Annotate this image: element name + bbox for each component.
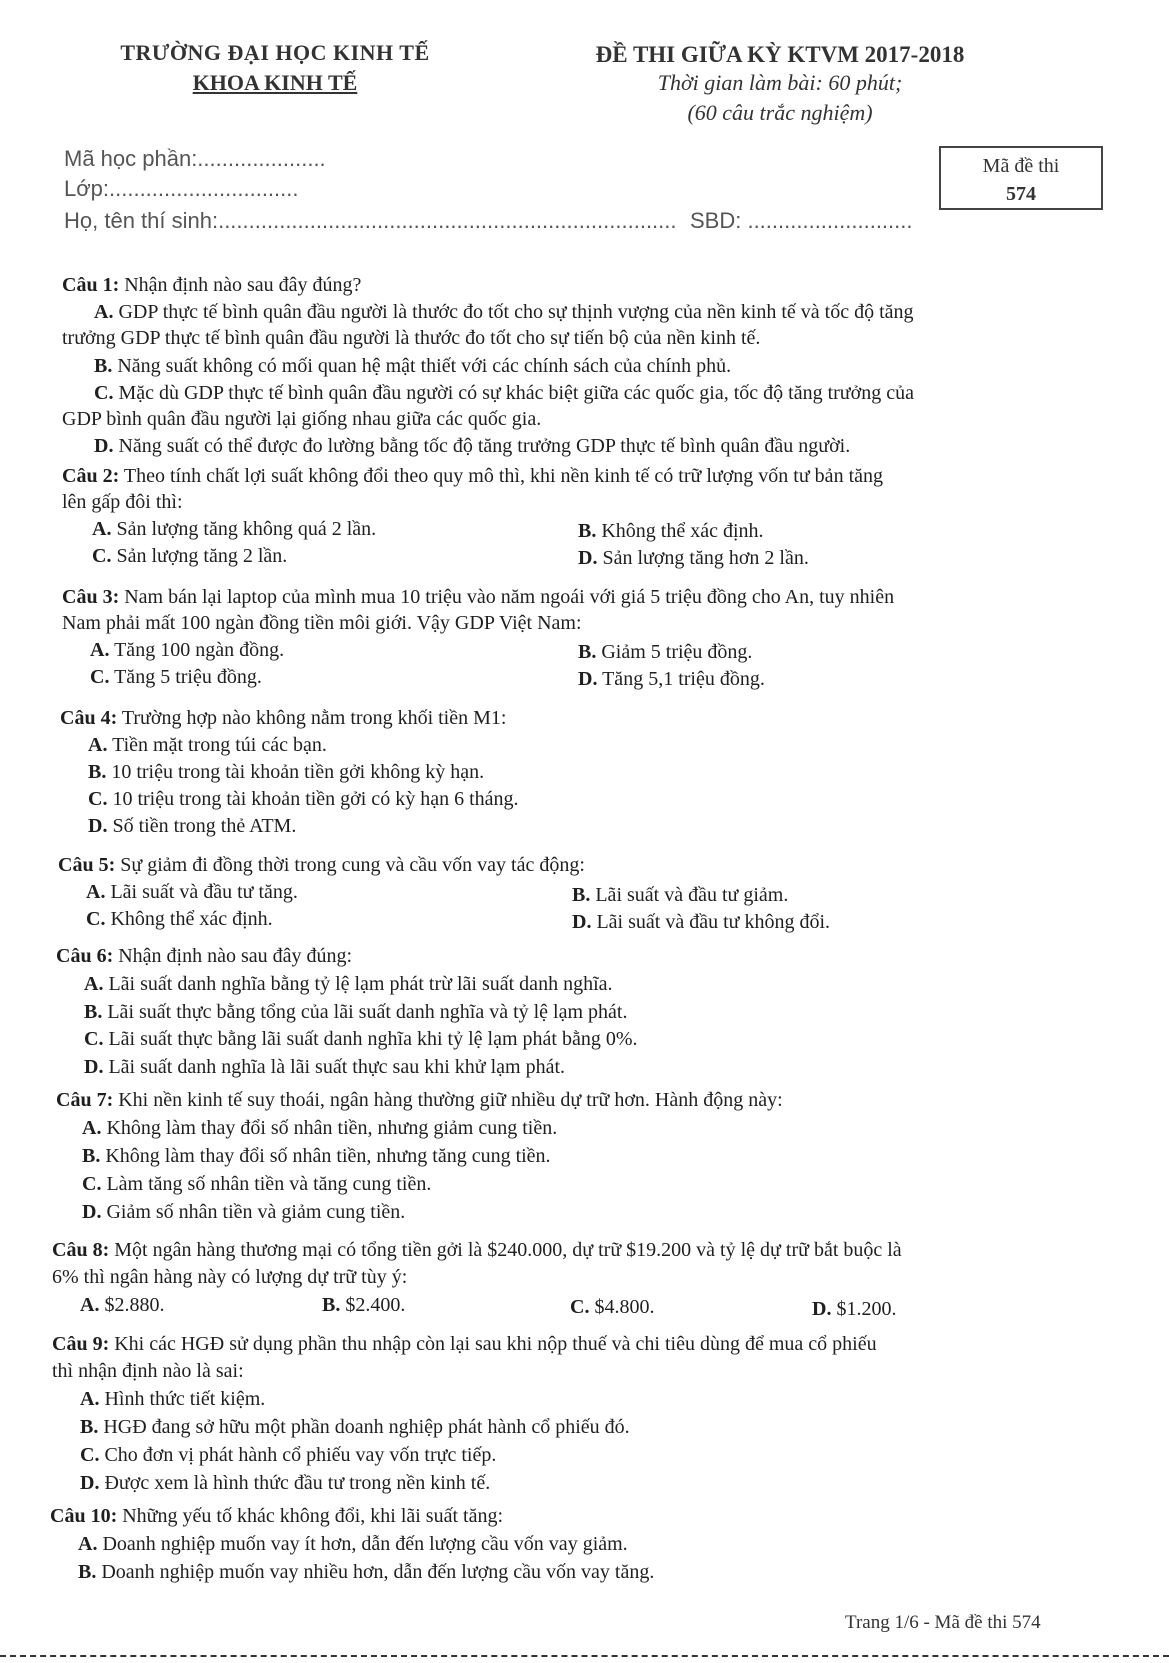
option-a [78, 1531, 628, 1557]
option-b [84, 999, 627, 1025]
option-d [84, 1054, 565, 1080]
option-a [94, 299, 914, 325]
option-text: Năng suất có thể được đo lường bằng tốc độ tăng trưởng GDP thực tế bình quân đầu người. [118, 435, 851, 457]
option-key: D. [578, 547, 598, 569]
option-key: A. [92, 518, 112, 540]
question-text: Nam bán lại laptop của mình mua 10 triệu vào năm ngoái với giá 5 triệu đồng cho An, tuy nhiên [124, 586, 895, 608]
option-key: B. [94, 355, 113, 377]
question-label: Câu 1: [62, 274, 120, 296]
question-label: Câu 10: [50, 1505, 118, 1527]
option-text: $1.200. [836, 1298, 897, 1320]
option-text: Tiền mặt trong túi các bạn. [112, 734, 327, 756]
option-a [84, 971, 613, 997]
question-label: Câu 9: [52, 1333, 110, 1355]
question-1 [62, 272, 361, 298]
option-key: C. [92, 545, 112, 567]
question-9 [52, 1331, 877, 1357]
option-text: Năng suất không có mối quan hệ mật thiết với các chính sách của chính phủ. [117, 355, 732, 377]
option-key: C. [86, 908, 106, 930]
option-a [82, 1115, 557, 1141]
option-text: Không làm thay đổi số nhân tiền, nhưng tăng cung tiền. [105, 1145, 551, 1167]
option-text: Làm tăng số nhân tiền và tăng cung tiền. [106, 1173, 432, 1195]
option-text: Lãi suất thực bằng lãi suất danh nghĩa khi tỷ lệ lạm phát bằng 0%. [108, 1028, 638, 1050]
option-d [572, 909, 830, 935]
option-a [90, 637, 284, 663]
option-key: C. [80, 1444, 100, 1466]
option-text: 10 triệu trong tài khoản tiền gởi không kỳ hạn. [111, 761, 485, 783]
option-text: Mặc dù GDP thực tế bình quân đầu người có sự khác biệt giữa các quốc gia, tốc độ tăng trưởng của [118, 382, 914, 404]
option-text: Cho đơn vị phát hành cổ phiếu vay vốn trực tiếp. [104, 1444, 497, 1466]
question-label: Câu 8: [52, 1239, 110, 1261]
option-a [80, 1292, 164, 1318]
option-d [94, 433, 850, 459]
option-text: Số tiền trong thẻ ATM. [112, 815, 297, 837]
question-text: Một ngân hàng thương mại có tổng tiền gởi là $240.000, dự trữ $19.200 và tỷ lệ dự trữ bắt buộc là [114, 1239, 902, 1261]
exam-code-label: Mã đề thi [982, 155, 1060, 177]
option-text: Không thể xác định. [601, 520, 764, 542]
option-text: GDP thực tế bình quân đầu người là thước đo tốt cho sự thịnh vượng của nền kinh tế và tốc độ tăng [118, 301, 914, 323]
option-key: A. [80, 1388, 100, 1410]
option-text: $2.400. [345, 1294, 406, 1316]
question-text: Trường hợp nào không nằm trong khối tiền M1: [121, 707, 507, 729]
option-text: Tăng 5 triệu đồng. [114, 666, 262, 688]
option-b [82, 1143, 551, 1169]
option-d [88, 813, 296, 839]
option-d [812, 1296, 896, 1322]
option-key: A. [82, 1117, 102, 1139]
option-key: D. [578, 668, 598, 690]
option-c [92, 543, 287, 569]
option-c [86, 906, 273, 932]
question-7 [56, 1087, 783, 1113]
option-b [88, 759, 484, 785]
question-text: Những yếu tố khác không đổi, khi lãi suất tăng: [122, 1505, 504, 1527]
option-text: Lãi suất và đầu tư tăng. [110, 881, 298, 903]
option-key: B. [578, 520, 597, 542]
option-c [570, 1294, 654, 1320]
option-b [80, 1414, 630, 1440]
option-c [82, 1171, 431, 1197]
option-d [578, 545, 809, 571]
option-key: D. [94, 435, 114, 457]
question-label: Câu 3: [62, 586, 120, 608]
option-key: C. [88, 788, 108, 810]
option-key: A. [78, 1533, 98, 1555]
option-b [322, 1292, 405, 1318]
option-key: B. [80, 1416, 99, 1438]
option-key: B. [84, 1001, 103, 1023]
option-key: D. [812, 1298, 832, 1320]
university-name: TRƯỜNG ĐẠI HỌC KINH TẾ [120, 40, 430, 65]
option-key: C. [94, 382, 114, 404]
question-text: Nhận định nào sau đây đúng: [118, 945, 353, 967]
option-key: B. [572, 884, 591, 906]
option-b [578, 518, 764, 544]
question-label: Câu 6: [56, 945, 114, 967]
option-text: Tăng 100 ngàn đồng. [114, 639, 285, 661]
option-key: B. [88, 761, 107, 783]
option-a [92, 516, 376, 542]
option-text: Sản lượng tăng không quá 2 lần. [116, 518, 377, 540]
question-3 [62, 584, 894, 610]
option-key: A. [90, 639, 110, 661]
exam-question-count: (60 câu trắc nghiệm) [687, 100, 873, 125]
option-a [86, 879, 298, 905]
option-text: Giảm 5 triệu đồng. [601, 641, 753, 663]
option-key: A. [84, 973, 104, 995]
option-key: B. [578, 641, 597, 663]
option-c [94, 380, 914, 406]
option-b [94, 353, 731, 379]
option-text: Hình thức tiết kiệm. [104, 1388, 266, 1410]
faculty-name: KHOA KINH TẾ [192, 70, 358, 95]
question-text: Khi nền kinh tế suy thoái, ngân hàng thường giữ nhiều dự trữ hơn. Hành động này: [118, 1089, 783, 1111]
option-text: Không thể xác định. [110, 908, 273, 930]
course-code-field: Mã học phần:..................... [64, 146, 326, 171]
exam-code-value: 574 [1006, 183, 1036, 205]
option-a [80, 1386, 265, 1412]
option-c [88, 786, 519, 812]
question-9-cont: thì nhận định nào là sai: [52, 1360, 244, 1382]
question-text: Theo tính chất lợi suất không đổi theo quy mô thì, khi nền kinh tế có trữ lượng vốn tư bản tăng [123, 465, 883, 487]
option-key: C. [82, 1173, 102, 1195]
option-c [80, 1442, 496, 1468]
school-header [100, 40, 450, 96]
option-a [88, 732, 327, 758]
option-key: D. [84, 1056, 104, 1078]
option-text: Doanh nghiệp muốn vay nhiều hơn, dẫn đến lượng cầu vốn vay tăng. [101, 1561, 655, 1583]
option-key: B. [322, 1294, 341, 1316]
exam-title: ĐỀ THI GIỮA KỲ KTVM 2017-2018 [595, 42, 965, 67]
question-8-cont: 6% thì ngân hàng này có lượng dự trữ tùy ý: [52, 1266, 408, 1288]
option-text: Doanh nghiệp muốn vay ít hơn, dẫn đến lượng cầu vốn vay giảm. [102, 1533, 628, 1555]
option-b [78, 1559, 654, 1585]
question-8 [52, 1237, 902, 1263]
option-text: Lãi suất và đầu tư không đổi. [596, 911, 831, 933]
option-d [80, 1470, 490, 1496]
scan-edge-divider [0, 1655, 1169, 1657]
option-key: B. [78, 1561, 97, 1583]
option-c [90, 664, 262, 690]
question-text: Sự giảm đi đồng thời trong cung và cầu vốn vay tác động: [120, 854, 585, 876]
exam-time: Thời gian làm bài: 60 phút; [657, 70, 903, 95]
question-label: Câu 5: [58, 854, 116, 876]
option-text: Tăng 5,1 triệu đồng. [602, 668, 765, 690]
question-label: Câu 2: [62, 465, 120, 487]
option-text: HGĐ đang sở hữu một phần doanh nghiệp phát hành cổ phiếu đó. [103, 1416, 630, 1438]
student-name-field: Họ, tên thí sinh:........................................................................... [64, 208, 677, 233]
option-c [84, 1026, 638, 1052]
option-key: D. [80, 1472, 100, 1494]
option-text: Được xem là hình thức đầu tư trong nền kinh tế. [104, 1472, 491, 1494]
option-key: A. [88, 734, 108, 756]
option-d [578, 666, 765, 692]
option-key: D. [572, 911, 592, 933]
question-6 [56, 943, 352, 969]
option-text: 10 triệu trong tài khoản tiền gởi có kỳ hạn 6 tháng. [112, 788, 519, 810]
class-field: Lớp:............................... [64, 176, 299, 201]
option-text: Giảm số nhân tiền và giảm cung tiền. [106, 1201, 406, 1223]
question-3-cont: Nam phải mất 100 ngàn đồng tiền môi giới. Vậy GDP Việt Nam: [62, 612, 582, 634]
question-4 [60, 705, 506, 731]
question-label: Câu 4: [60, 707, 118, 729]
option-text: Lãi suất và đầu tư giảm. [595, 884, 789, 906]
option-key: C. [84, 1028, 104, 1050]
question-2-cont: lên gấp đôi thì: [62, 491, 183, 513]
option-text: Sản lượng tăng hơn 2 lần. [602, 547, 809, 569]
page-footer: Trang 1/6 - Mã đề thi 574 [845, 1612, 1041, 1633]
option-text: $2.880. [104, 1294, 165, 1316]
option-b [572, 882, 788, 908]
option-text: Lãi suất thực bằng tổng của lãi suất danh nghĩa và tỷ lệ lạm phát. [107, 1001, 628, 1023]
option-c-cont: GDP bình quân đầu người lại giống nhau giữa các quốc gia. [62, 408, 542, 430]
option-key: A. [94, 301, 114, 323]
option-b [578, 639, 752, 665]
question-label: Câu 7: [56, 1089, 114, 1111]
option-key: D. [82, 1201, 102, 1223]
student-id-field: SBD: ........................... [690, 208, 913, 233]
option-key: C. [90, 666, 110, 688]
question-5 [58, 852, 585, 878]
option-text: Lãi suất danh nghĩa bằng tỷ lệ lạm phát trừ lãi suất danh nghĩa. [108, 973, 613, 995]
question-text: Nhận định nào sau đây đúng? [124, 274, 362, 296]
option-key: D. [88, 815, 108, 837]
question-10 [50, 1503, 503, 1529]
question-2 [62, 463, 883, 489]
question-text: Khi các HGĐ sử dụng phần thu nhập còn lại sau khi nộp thuế và chi tiêu dùng để mua cổ phiếu [114, 1333, 877, 1355]
option-key: B. [82, 1145, 101, 1167]
option-a-cont: trưởng GDP thực tế bình quân đầu người là thước đo tốt cho sự tiến bộ của nền kinh tế. [62, 327, 761, 349]
option-key: A. [80, 1294, 100, 1316]
exam-code-box [939, 146, 1103, 210]
option-d [82, 1199, 405, 1225]
option-key: A. [86, 881, 106, 903]
option-text: $4.800. [594, 1296, 655, 1318]
option-text: Không làm thay đổi số nhân tiền, nhưng giảm cung tiền. [106, 1117, 558, 1139]
exam-header [540, 42, 1020, 128]
option-text: Lãi suất danh nghĩa là lãi suất thực sau khi khử lạm phát. [108, 1056, 566, 1078]
option-key: C. [570, 1296, 590, 1318]
option-text: Sản lượng tăng 2 lần. [116, 545, 288, 567]
